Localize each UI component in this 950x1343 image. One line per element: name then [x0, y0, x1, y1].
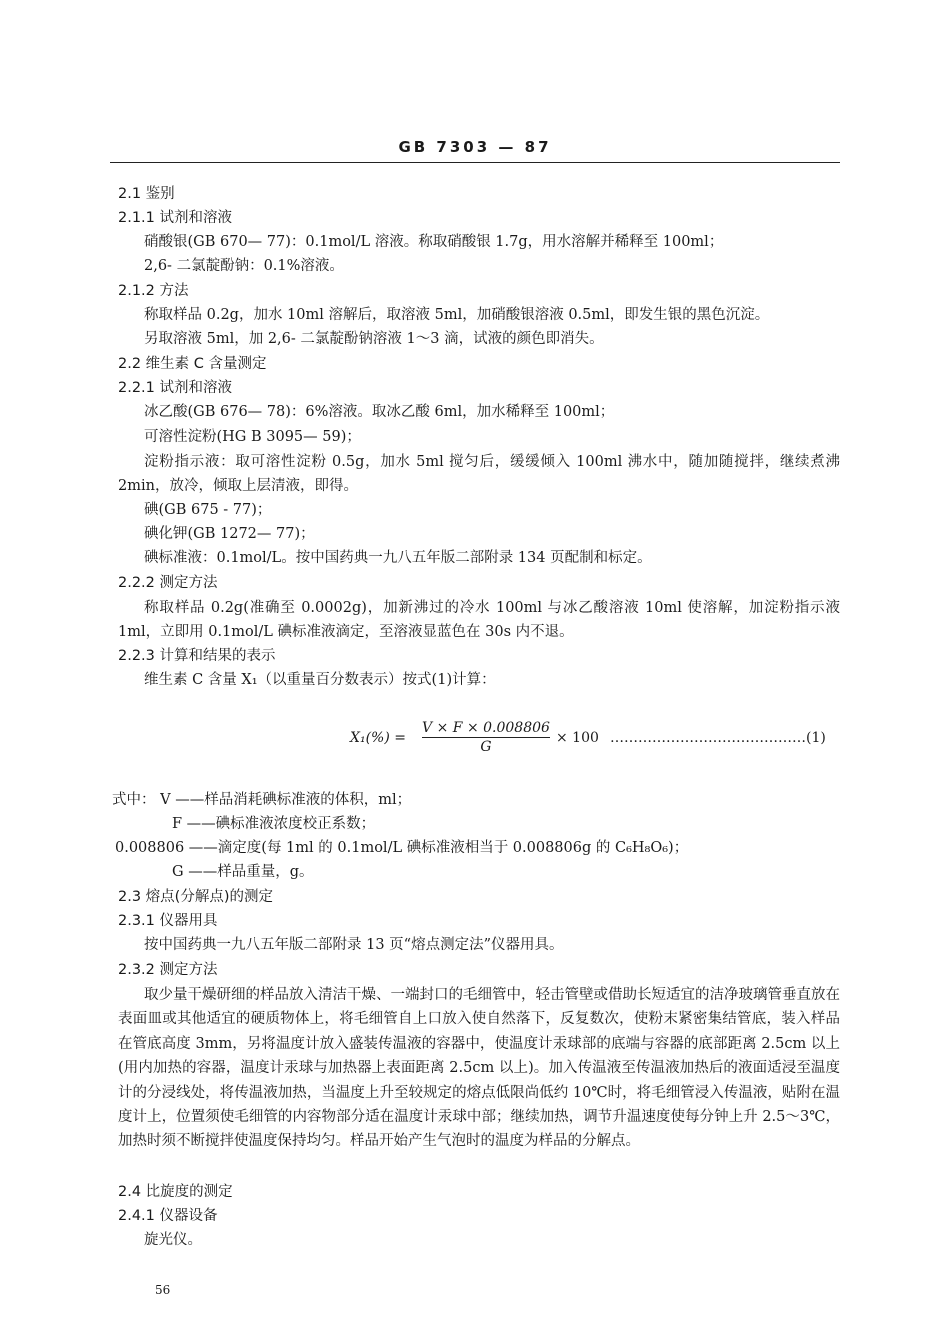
section-heading: 2.2.1 试剂和溶液: [118, 380, 233, 396]
text-line: 碘(GB 675 - 77)；: [144, 502, 272, 518]
text-line: 按中国药典一九八五年版二部附录 13 页“熔点测定法”仪器用具。: [144, 937, 564, 953]
text-line: 另取溶液 5ml，加 2,6- 二氯靛酚钠溶液 1～3 滴，试液的颜色即消失。: [144, 331, 604, 347]
text-line: 冰乙酸(GB 676— 78)：6%溶液。取冰乙酸 6ml，加水稀释至 100ml；: [144, 404, 615, 420]
text-line: 碘标准液：0.1mol/L。按中国药典一九八五年版二部附录 134 页配制和标定。: [144, 550, 652, 566]
formula-numerator: V × F × 0.008806: [422, 720, 550, 736]
formula-fraction: [422, 720, 550, 755]
section-heading: 2.1.1 试剂和溶液: [118, 210, 233, 226]
text-line: 2,6- 二氯靛酚钠：0.1%溶液。: [144, 258, 344, 274]
section-heading: 2.2 维生素 C 含量测定: [118, 356, 267, 372]
page-number: 56: [155, 1283, 171, 1297]
section-heading: 2.4 比旋度的测定: [118, 1184, 233, 1200]
formula-denominator: G: [480, 739, 492, 755]
text-line: G ——样品重量，g。: [172, 864, 314, 880]
text-line: 可溶性淀粉(HG B 3095— 59)；: [144, 429, 361, 445]
text-line: F ——碘标准液浓度校正系数；: [172, 816, 376, 832]
paragraph-melting-method: 取少量干燥研细的样品放入清洁干燥、一端封口的毛细管中，轻击管壁或借助长短适宜的洁净玻璃管垂直放在表面皿或其他适宜的硬质物体上，将毛细管自上口放入使自然落下，反复数次，使粉末紧密集结管底，装入样品在管底高度 3mm，另将温度计放入盛装传温液的容器中，使温度计汞球部的底端与容器的底部距离 2.5cm 以上(用内加热的容器，温度计汞球与加热器上表面距离 2.5cm 以上)。加入传温液至传温液加热后的液面适浸至温度计的分浸线处，将传温液加热，当温度上升至较规定的熔点低限尚低约 10℃时，将毛细管浸入传温液，贴附在温度计上，位置须使毛细管的内容物部分适在温度计汞球中部；继续加热，调节升温速度使每分钟上升 2.5～3℃，加热时须不断搅拌使温度保持均匀。样品开始产生气泡时的温度为样品的分解点。: [118, 987, 840, 1150]
formula-equation-number: ……………………………………(1): [610, 730, 826, 746]
text-line: 硝酸银(GB 670— 77)：0.1mol/L 溶液。称取硝酸银 1.7g，用水溶解并稀释至 100ml；: [144, 234, 724, 250]
text-line: 旋光仪。: [144, 1232, 202, 1248]
header-rule: [110, 162, 840, 163]
section-heading: 2.3.2 测定方法: [118, 962, 218, 978]
section-heading: 2.2.3 计算和结果的表示: [118, 648, 276, 664]
section-heading: 2.2.2 测定方法: [118, 575, 218, 591]
standard-header: GB 7303 — 87: [398, 138, 552, 156]
section-heading: 2.3 熔点(分解点)的测定: [118, 889, 273, 905]
text-line: 碘化钾(GB 1272— 77)；: [144, 526, 315, 542]
text-line: 0.008806 ——滴定度(每 1ml 的 0.1mol/L 碘标准液相当于 0.008806g 的 C₆H₈O₆)；: [115, 840, 689, 856]
section-heading: 2.4.1 仪器设备: [118, 1208, 218, 1224]
formula-1: [350, 720, 840, 760]
paragraph-determination: 称取样品 0.2g(准确至 0.0002g)，加新沸过的冷水 100ml 与冰乙酸溶液 10ml 使溶解，加淀粉指示液 1ml，立即用 0.1mol/L 碘标准液滴定，至溶液显蓝色在 30s 内不退。: [118, 600, 840, 641]
section-heading: 2.1 鉴别: [118, 186, 175, 202]
text-line: 式中： V ——样品消耗碘标准液的体积，ml；: [112, 792, 412, 808]
text-line: 维生素 C 含量 X₁（以重量百分数表示）按式(1)计算：: [144, 672, 496, 688]
section-heading: 2.1.2 方法: [118, 283, 189, 299]
paragraph-starch-indicator: 淀粉指示液：取可溶性淀粉 0.5g，加水 5ml 搅匀后，缓缓倾入 100ml 沸水中，随加随搅拌，继续煮沸 2min，放冷，倾取上层清液，即得。: [118, 454, 840, 495]
formula-lhs: X₁(%) =: [350, 730, 406, 746]
section-heading: 2.3.1 仪器用具: [118, 913, 218, 929]
formula-multiplier: × 100: [556, 730, 599, 746]
text-line: 称取样品 0.2g，加水 10ml 溶解后，取溶液 5ml，加硝酸银溶液 0.5ml，即发生银的黑色沉淀。: [144, 307, 770, 323]
